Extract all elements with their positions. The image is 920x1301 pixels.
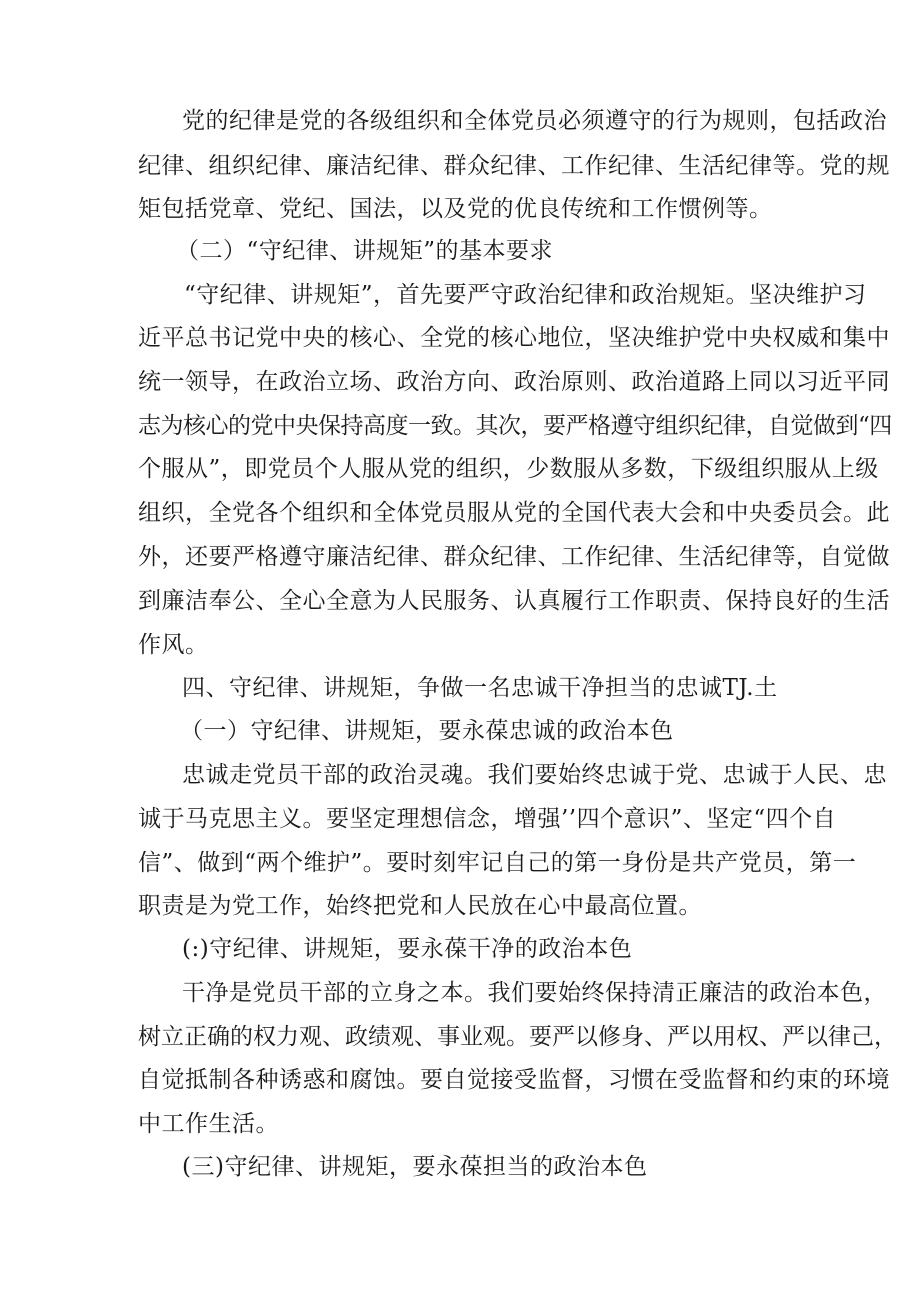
subsection-heading-2: (:)守纪律、讲规矩，要永葆干净的政治本色 <box>182 936 633 962</box>
para2-line-4: 志为核心的党中央保持高度一致。其次，要严格遵守组织纪律，自觉做到“四 <box>138 413 892 439</box>
para1-line-2: 纪律、组织纪律、廉洁纪律、群众纪律、工作纪律、生活纪律等。党的规 <box>138 153 890 179</box>
para2-line-8: 到廉洁奉公、全心全意为人民服务、认真履行工作职责、保持良好的生活 <box>138 588 890 614</box>
section-heading-2: （二）“守纪律、讲规矩”的基本要求 <box>176 238 554 264</box>
para3-line-1: 忠诚走党员干部的政治灵魂。我们要始终忠诚于党、忠诚于人民、忠 <box>182 762 887 788</box>
para2-line-9: 作风。 <box>138 632 209 658</box>
para4-line-1: 干净是党员干部的立身之本。我们要始终保持清正廉洁的政治本色， <box>182 980 887 1006</box>
para2-line-3: 统一领导，在政治立场、政治方向、政治原则、政治道路上同以习近平同 <box>138 369 890 395</box>
para2-line-1: “守纪律、讲规矩”，首先要严守政治纪律和政治规矩。坚决维护习 <box>184 282 867 308</box>
para1-line-1: 党的纪律是党的各级组织和全体党员必须遵守的行为规则，包括政治 <box>182 108 887 134</box>
para3-line-3: 信”、做到“两个维护”。要时刻牢记自己的第一身份是共产党员，第一 <box>138 850 857 876</box>
section-heading-four: 四、守纪律、讲规矩，争做一名忠诚干净担当的忠诚TJ.土 <box>182 675 778 701</box>
para2-line-6: 组织，全党各个组织和全体党员服从党的全国代表大会和中央委员会。此 <box>138 500 890 526</box>
subsection-heading-3: (三)守纪律、讲规矩，要永葆担当的政治本色 <box>182 1154 648 1180</box>
para2-line-2: 近平总书记党中央的核心、全党的核心地位，坚决维护党中央权威和集中 <box>138 325 890 351</box>
para4-line-4: 中工作生活。 <box>138 1111 279 1137</box>
subsection-heading-1: （一）守纪律、讲规矩，要永葆忠诚的政治本色 <box>180 718 674 744</box>
para2-line-5: 个服从”，即党员个人服从党的组织，少数服从多数，下级组织服从上级 <box>138 456 879 482</box>
para3-line-2: 诚于马克思主义。要坚定理想信念，增强’’四个意识”、坚定“四个自 <box>138 806 837 832</box>
para4-line-2: 树立正确的权力观、政绩观、事业观。要严以修身、严以用权、严以律己， <box>138 1024 897 1050</box>
para3-line-4: 职责是为党工作，始终把党和人民放在心中最高位置。 <box>138 893 702 919</box>
para2-line-7: 外，还要严格遵守廉洁纪律、群众纪律、工作纪律、生活纪律等，自觉做 <box>138 544 890 570</box>
para4-line-3: 自觉抵制各种诱惑和腐蚀。要自觉接受监督，习惯在受监督和约束的环境 <box>138 1067 890 1093</box>
para1-line-3: 矩包括党章、党纪、国法，以及党的优良传统和工作惯例等。 <box>138 196 773 222</box>
